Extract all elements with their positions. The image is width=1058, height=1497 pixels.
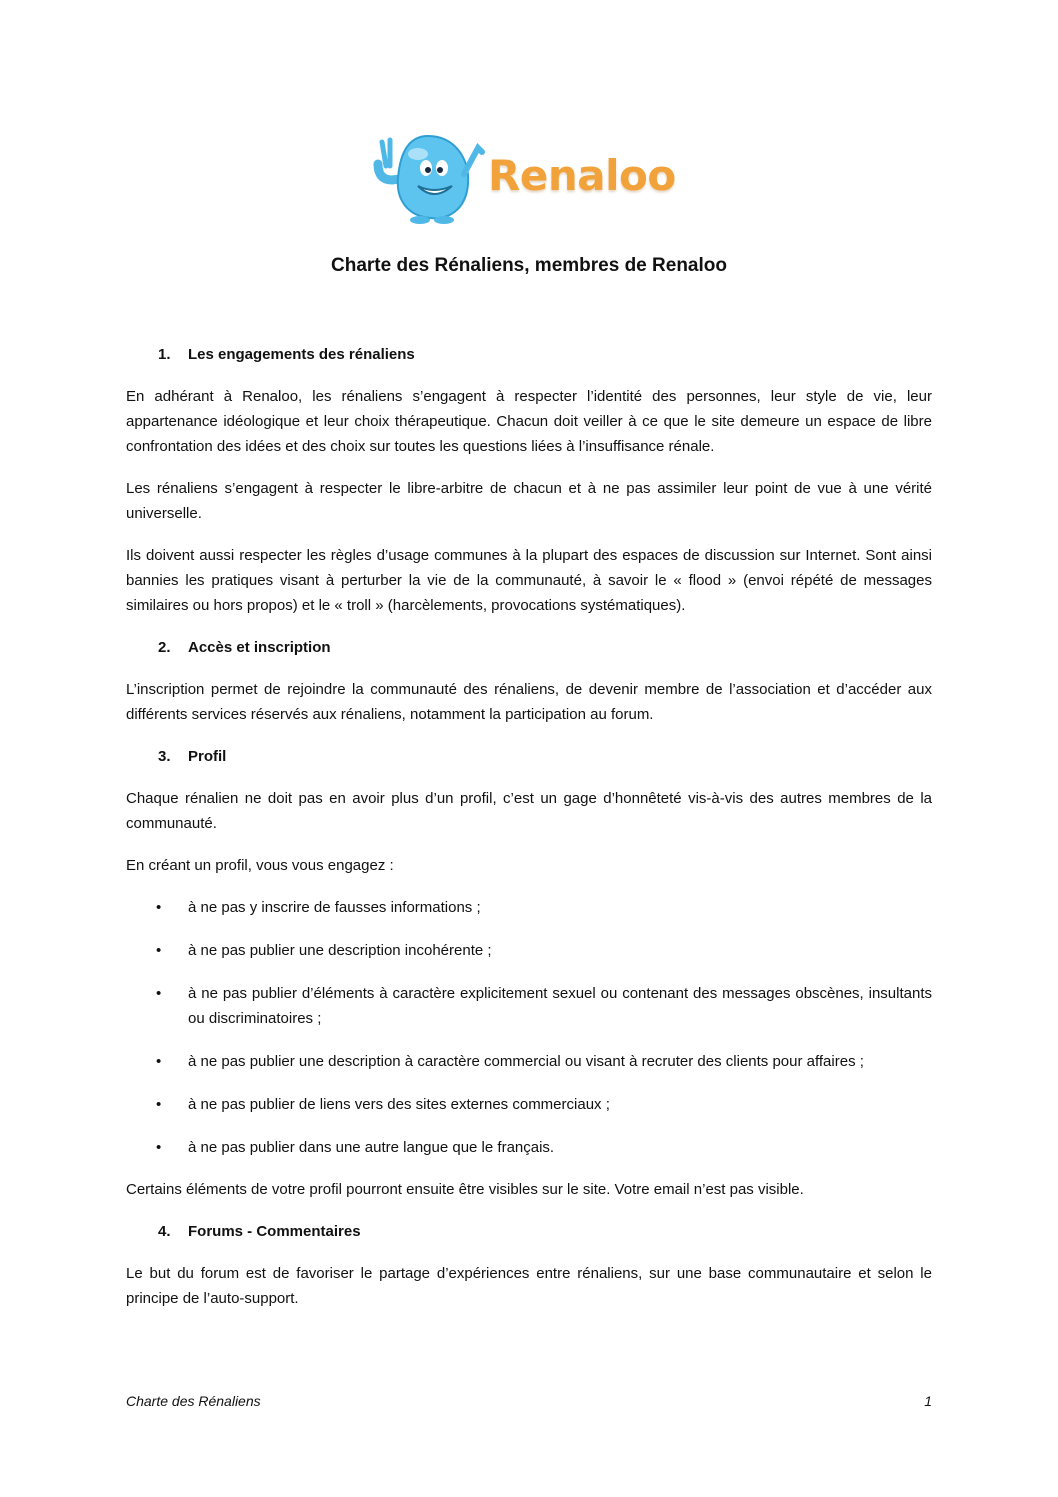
list-item-text: à ne pas publier de liens vers des sites externes commerciaux ; <box>188 1096 610 1113</box>
paragraph: En adhérant à Renaloo, les rénaliens s’engagent à respecter l’identité des personnes, leur style de vie, leur appartenance idéologique et leur choix thérapeutique. Chacun doit veiller à ce que le site demeure un espace de libre confrontation des idées et des choix sur toutes les questions liées à l’insuffisance rénale. <box>126 388 932 455</box>
section-heading <box>126 342 932 367</box>
profile-rules-list <box>126 895 932 1160</box>
section-number: 3. <box>158 748 171 765</box>
list-item-text: à ne pas y inscrire de fausses informations ; <box>188 899 481 916</box>
list-item-text: à ne pas publier une description à caractère commercial ou visant à recruter des clients pour affaires ; <box>188 1053 864 1070</box>
paragraph: En créant un profil, vous vous engagez : <box>126 857 394 874</box>
bullet-icon: • <box>156 899 162 916</box>
list-item-text: à ne pas publier dans une autre langue que le français. <box>188 1139 555 1156</box>
bullet-icon: • <box>156 1096 162 1113</box>
page-number: 1 <box>924 1393 932 1409</box>
list-item <box>126 895 932 920</box>
paragraph: Les rénaliens s’engagent à respecter le libre-arbitre de chacun et à ne pas assimiler leur point de vue à une vérité universelle. <box>126 480 932 522</box>
section-title: Profil <box>188 748 227 765</box>
paragraph: L’inscription permet de rejoindre la communauté des rénaliens, de devenir membre de l’association et d’accéder aux différents services réservés aux rénaliens, notamment la participation au forum. <box>126 681 932 723</box>
bullet-icon: • <box>156 1139 162 1156</box>
bullet-icon: • <box>156 1053 162 1070</box>
section-title: Forums - Commentaires <box>188 1223 361 1240</box>
document-title: Charte des Rénaliens, membres de Renaloo <box>331 255 727 276</box>
paragraph: Le but du forum est de favoriser le partage d’expériences entre rénaliens, sur une base communautaire et selon le principe de l’auto-support. <box>126 1265 932 1307</box>
section-heading <box>126 1219 932 1244</box>
list-item <box>126 1049 932 1074</box>
logo-wordmark: Renaloo <box>488 151 676 200</box>
section-number: 1. <box>158 346 171 363</box>
list-item <box>126 1135 932 1160</box>
renaloo-logo <box>368 128 688 224</box>
list-item-text: à ne pas publier une description incohérente ; <box>188 942 492 959</box>
paragraph: Ils doivent aussi respecter les règles d’usage communes à la plupart des espaces de discussion sur Internet. Sont ainsi bannies les pratiques visant à perturber la vie de la communauté, à savoir le « flood » (envoi répété de messages similaires ou hors propos) et le « troll » (harcèlements, provocations systématiques). <box>126 547 932 614</box>
list-item <box>126 938 932 963</box>
section-heading <box>126 744 932 769</box>
bullet-icon: • <box>156 942 162 959</box>
paragraph: Chaque rénalien ne doit pas en avoir plus d’un profil, c’est un gage d’honnêteté vis-à-vis des autres membres de la communauté. <box>126 790 932 832</box>
mascot-peace-sign-icon <box>368 128 488 224</box>
section-number: 4. <box>158 1223 171 1240</box>
list-item <box>126 1092 932 1117</box>
section-title: Les engagements des rénaliens <box>188 346 415 363</box>
paragraph: Certains éléments de votre profil pourront ensuite être visibles sur le site. Votre email n’est pas visible. <box>126 1181 804 1198</box>
list-item <box>126 981 932 1031</box>
section-number: 2. <box>158 639 171 656</box>
page-footer <box>126 1393 932 1409</box>
document-body <box>126 342 932 1328</box>
footer-document-name: Charte des Rénaliens <box>126 1393 261 1409</box>
list-item-text: à ne pas publier d’éléments à caractère explicitement sexuel ou contenant des messages obscènes, insultants ou discriminatoires ; <box>188 985 932 1027</box>
bullet-icon: • <box>156 985 162 1002</box>
section-title: Accès et inscription <box>188 639 331 656</box>
section-heading <box>126 635 932 660</box>
